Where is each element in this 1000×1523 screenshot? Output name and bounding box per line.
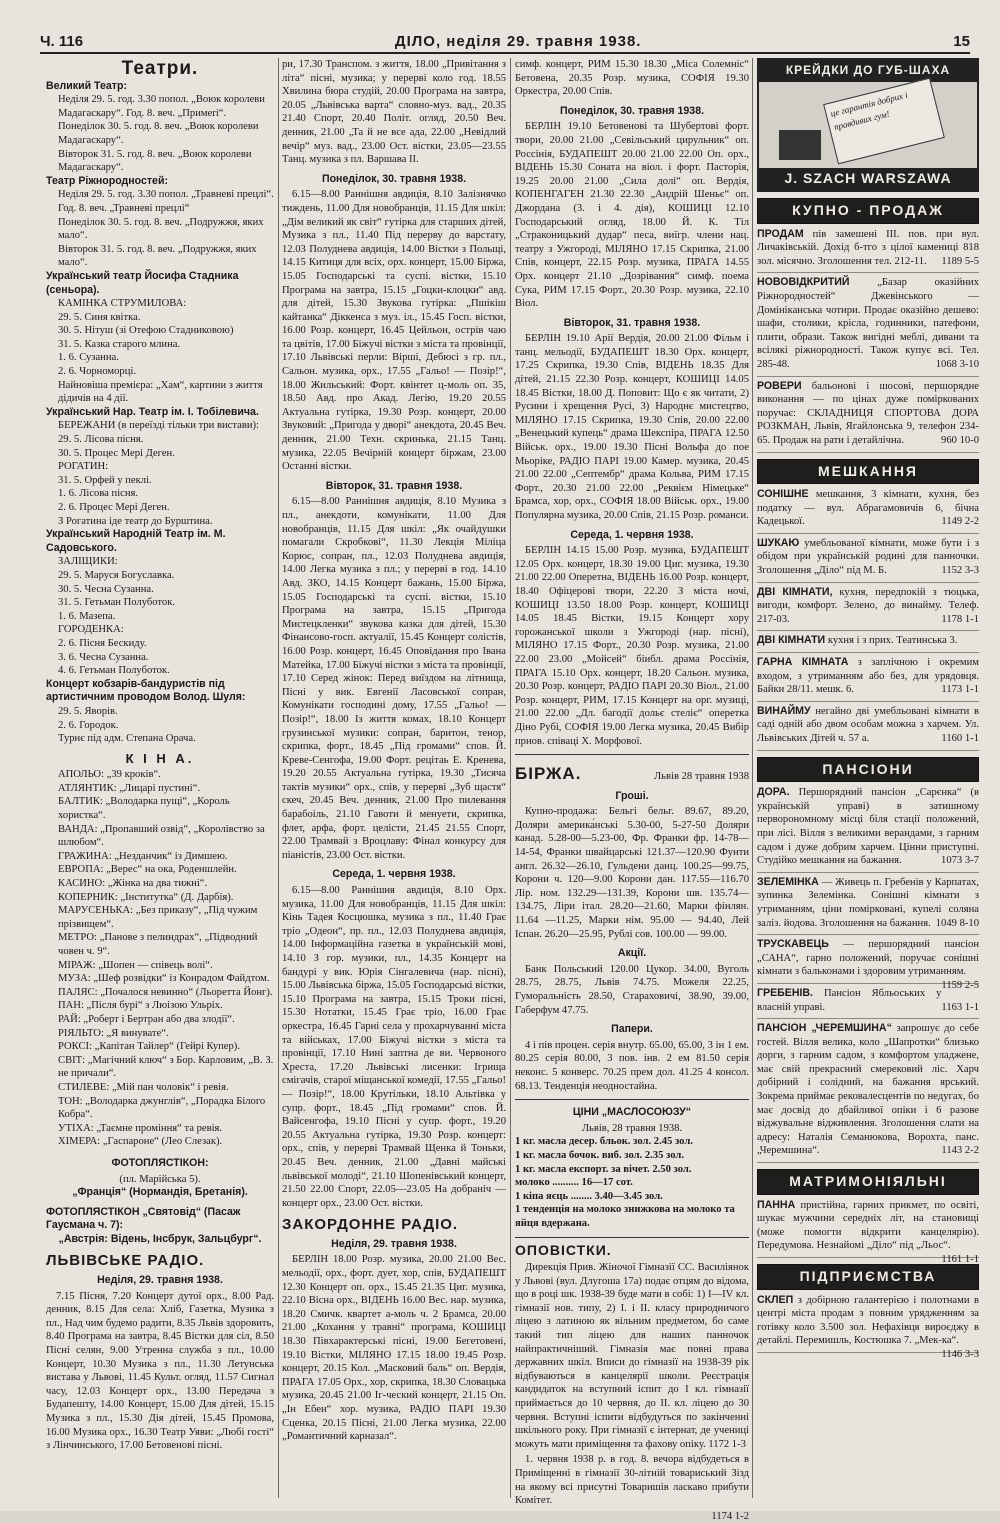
- ad-code: 1143 2-2: [941, 1145, 979, 1157]
- theatre-heading: Український Народній Театр ім. М. Садовського.: [46, 528, 226, 554]
- ad-brand: J. SZACH WARSZAWA: [759, 168, 977, 190]
- radio-sunday-continued: ри, 17.30 Транспом. з життя, 18.00 „Привітання з літа“ пісні, музика; у перерві коло год. 18.55 Хвилина бюра студій, 20.00 Програма на завтра, 20.05 „Львівська варта“ словно-муз. вад., 20.35 21.40 Спорт, 20.40 Політ. огляд, 20.50 Веч. денник, 21.00 „Та й не все ада, 22.00 „Невідлий вечір“ муз. вад., 23.00 Ост. вістки, 23.05—23.55 Танц. музика з пл. Варшава II.: [282, 59, 506, 166]
- ad-keyword: СОНІШНЕ: [757, 488, 809, 501]
- classified-heading-sale: КУПНО - ПРОДАЖ: [757, 198, 979, 224]
- lviv-radio-title: ЛЬВІВСЬКЕ РАДІО.: [46, 1252, 205, 1270]
- divider: [515, 754, 749, 755]
- ad-text: Пансіон Ябльоських у власній управі.: [757, 987, 942, 1013]
- theatre-line: Найновіша премієра: „Хам“, картини з життя дідичів на 4 дії.: [58, 379, 263, 405]
- column-classifieds: [757, 58, 979, 1508]
- page-header: [40, 22, 970, 54]
- ad-code: 960 10-0: [941, 434, 979, 446]
- column-radio: [282, 58, 506, 1508]
- ad-chalk-slogan: це гарантія добрих і правдивих гум!: [823, 78, 945, 165]
- cinema-item: МУЗА: „Шеф розвідки“ із Конрадом Файдтом.: [58, 973, 270, 985]
- classified-ad: [757, 537, 979, 583]
- cinema-item: МІРАЖ: „Шопен — співець волі“.: [58, 959, 213, 971]
- issue-number: Ч. 116: [40, 33, 84, 50]
- column-foreign-exchange: [515, 58, 749, 1522]
- ad-text: — Живець п. Гребенів у Карпатах, зупинка Зелемінка. Сонішні кімнати з утриманням, ціни помірковані, купелі соляна заліз. йодова. Зголошення на бажання.: [757, 876, 979, 929]
- foreign-radio-program: БЕРЛІН 14.15 15.00 Розр. музика, БУДАПЕШТ 12.05 Орх. концерт, 18.30 19.00 Циг. музика, 19.30 21.00 22.00 Оперетна, ВІДЕНЬ 16.00 Розр. концерт, 18.40 Офіцерові твори, 22.20 З міста ночі, КОШИЦІ 13.50 18.00 Розр. концерт, КОШИЦІ 14.05 18.45 Вістки, 19.15 Концерт хору горожанської школи з Ужгороді (нар. пісні), МІЛЯНО 17.15 Форт., 20.30 Розр. музика, 21.00 22.00 23.00 „Мойсей“ біибл. драма Россінія, ПРАГА 15.10 Орх. концерт, 18.20 Сальон. музика, 20.30 Розр. концерт, РАДІО ПАРІ 20.30 Віол., 21.00 Розр. концерт, РИМ, 17.15 Концерт на орг. музиці, 21.00 22.00 „Дл. багодії дольє стеліє“ оперетка Діно Рубі, СОФІЯ 19.00 Легка музика, 20.45 Вибір прнов. співаці Х. Морфової.: [515, 545, 749, 747]
- ad-code: 1073 3-7: [941, 855, 979, 867]
- theatre-heading: Український театр Йосифа Стадника (сеньора).: [46, 269, 239, 296]
- theatre-line: Вівторок 31. 5. год. 8. веч. „Воюк королеви Мадагаскару“.: [58, 148, 252, 174]
- classified-ad: [757, 1022, 979, 1163]
- theatre-line: ГОРОДЕНКА:: [58, 624, 124, 636]
- ad-keyword: ГРЕБЕНІВ.: [757, 986, 814, 999]
- theatre-heading: Театр Ріжнородностей:: [46, 174, 168, 187]
- theatre-line: РОГАТИН:: [58, 461, 109, 473]
- theatre-line: КАМІНКА СТРУМИЛОВА:: [58, 298, 187, 310]
- fotoplastikon-address: (пл. Марійська 5).: [119, 1173, 201, 1185]
- butter-price-line: молоко .......... 16—17 сот.: [515, 1177, 633, 1189]
- theatre-line: 1. 6. Мазепа.: [58, 610, 116, 622]
- ad-text: кухня, передпокій з тюцька, вигоди, комфорт. Зелено, до винайму. Телеф. 217-03.: [757, 586, 979, 625]
- ad-text: з добірною галантерією і полотнами в центрі міста продам з повним урядженням за готівку коло 3.500 зол. Нефахівця вироєджу в детайлі. Перемишль, Костюшка 7. „Мек-ка“.: [757, 1294, 979, 1347]
- cinema-item: ГРАЖИНА: „Незданчик“ із Димшею.: [58, 850, 228, 862]
- theatre-line: Понеділок 30. 5. год. 8. веч. „Подружжя, яких мало“.: [58, 216, 264, 242]
- ad-keyword: ПРОДАМ: [757, 227, 804, 240]
- ad-keyword: ДВІ КІМНАТИ: [757, 634, 826, 647]
- theatre-line: 2. 6. Чорноморці.: [58, 366, 136, 378]
- classified-heading-enterprises: ПІДПРИЄМСТВА: [757, 1264, 979, 1290]
- ad-keyword: ВИНАЙМУ: [757, 704, 811, 717]
- classified-ad: [757, 656, 979, 702]
- ad-text: пів замешенi ІІІ. пов. при вул. Личаківській. Дохід б-тго з цілої камениці 818 зол. місячно. Зголошення тел. 212-11.: [757, 228, 979, 267]
- foreign-radio-program: БЕРЛІН 19.10 Бетовенові та Шубертові форт. твори, 20.00 21.00 „Севільський цирульник“ оп. Россінія, БУДАПЕШТ 20.00 21.00 22.00 Оп. орх., ВІДЕНЬ 15.30 Соната на віол. і форт. Пасторія, 19.25 20.00 21.00 „Сила долі“ оп. Вердія, КОПЕНГАГЕН 21.30 22.30 „Андрій Шеньє“ оп. Джордана (3. і 4. дія), КОШИЦІ 12.10 Господарський огляд, 18.00 Й. К. Тіл „Страконицький дудар“ песа, виїгр. члени нац. театру з Ужгороді, МІЛЯНО 17.15 Скрипка, 21.00 Спів, концерт, 22.15 Розр. музика, ПРАГА 14.55 Орх. концерт 21.10 „Дозрівання“ симф. поема Сука, РИМ 17.15 Форт., 20.30 Розр. музика, 22.10 Віол.: [515, 121, 749, 310]
- housing-ads: [757, 488, 979, 751]
- theatre-line: 2. 6. Пісня Бескиду.: [58, 637, 147, 649]
- ad-text: умебльованої кімнати, може бути і з обідом при українській родині для панночки. Зголошення „Діло“ під М. Б.: [757, 537, 979, 577]
- pension-ads: [757, 786, 979, 1163]
- ad-text: мешкання, 3 кімнати, кухня, без податку — вул. Абрагамовичів 6, бічна Кадецької.: [757, 489, 979, 528]
- ad-code: 1149 2-2: [941, 516, 979, 528]
- ad-text: негайно дві умебльовані кімнати в саді одній або двом особам можна з харчем. Ул. Львівських Дітей ч. 57 а.: [757, 705, 979, 744]
- theatre-line: 1. 6. Лісова пісня.: [58, 488, 139, 500]
- divider: [515, 1099, 749, 1100]
- ad-text: з заплічною і окремим входом, з утриманням або без, для урядовця. Байки 28/11. мешк. 6.: [757, 657, 979, 696]
- classified-heading-pensions: ПАНСІОНИ: [757, 757, 979, 783]
- theatre-line: Вівторок 31. 5. год. 8. веч. „Подружжя, яких мало“.: [58, 243, 257, 269]
- classified-ad: [757, 634, 979, 653]
- ad-code: 1146 3-3: [941, 1348, 979, 1360]
- ad-text: Першорядний пансіон „Сарєнка“ (в українській управі) в затишному перворономному місці біля стації положений, при лісі. Вілля з великими верандами, з гарним садом і дуже добрим харчем. Цінни приступні. Студійко мешкання на бажання.: [757, 787, 979, 867]
- ad-code: 1189 5-5: [941, 255, 979, 267]
- sale-ads: [757, 228, 979, 453]
- foreign-day-heading: Понеділок, 30. травня 1938.: [559, 104, 705, 117]
- theatre-line: 31. 5. Казка старого млина.: [58, 338, 181, 350]
- cinema-item: МАРУСЕНЬКА: „Без приказу“, „Під чужим прізвищем“.: [58, 905, 258, 930]
- theatre-heading: Концерт кобзарів-бандуристів під артистичним проводом Волод. Шуля:: [46, 677, 246, 704]
- announcement-gymnasium: Дирекція Прив. Жіночої Гімназії СС. Василіянок у Львові (вул. Длугоша 17а) подає отцям до відома, що в році шк. 1938-39 буде мати в собі: 1) I—IV кл. гімназії нов. типу, 2) І. і ІІ. класу природничого ліцею з латиною як вільним предметом, бо саме такий тип ліцею для наших панночок найпрактичніший. Гімназія має повні права державних шкіл. Вписи до гімназії на 1938-39 рік відбуваються в канцелярії школи. Реєстрація кандидаток на вступний іспит до І кл. гімназії приймається до 10 червня, до ІІ. кл. ліцею до 30 червня. Вступні іспити відбудуться по закінченні шкільного року. При гімназії є інтернат, де учениці можуть мати приміщення та фахову опіку. 1172 1-3: [515, 1262, 749, 1450]
- classified-ad: [757, 586, 979, 632]
- column-rule: [510, 58, 511, 1498]
- classified-ad: [757, 488, 979, 534]
- exchange-title: БІРЖА.: [515, 764, 582, 784]
- ad-code: 1068 3-10: [935, 358, 979, 370]
- butter-prices: [515, 1135, 749, 1230]
- ad-keyword: ШУКАЮ: [757, 536, 800, 549]
- ad-text: — першорядний пансіон „САНА“, гарно положений, поручає сонішні кімнати з бальконами і здоровим утриманням.: [757, 939, 979, 978]
- theatre-line: БЕРЕЖАНИ (в переїзді тільки три вистави):: [58, 420, 259, 432]
- cinema-item: ЕВРОПА: „Верес“ на ока, Роденшлейн.: [58, 864, 237, 876]
- theatre-line: ЗАЛІЩИКИ:: [58, 556, 118, 568]
- cinema-item: АТЛЯНТИК: „Лицарі пустині“.: [58, 782, 201, 794]
- classified-ad: [757, 938, 979, 991]
- cinema-item: ТОН: „Володарка джунглів“, „Порадка Білого Кобра“.: [58, 1095, 266, 1121]
- ad-code: 1163 1-1: [941, 1001, 979, 1013]
- cinema-item: БАЛТИК: „Володарка пущі“, „Король хористка“.: [58, 796, 230, 822]
- radio-program: 6.15—8.00 Раннішня авдиція, 8.10 Залізнячко тиждень, 11.00 Для новобранців, 11.15 Для шкіл: „Дім великий як світ“ гутірка для старших дітей, Музика з пл., 11.40 Під перерву до варстату, 12.03 Полуднева авдиція, 14.00 Вістки з Польщі, 14.15 Китиця для всіх, орх. концерт, 15.00 Біржа, 15.05 Господарські та суспі. вістки, 15.10 Програма на завтра, 15.15 „Гоцки-клоцки“ авд. для дітей, 15.30 Звукова гутірка: „Пшікіш кайтанка“ Діккенса з муз. іл., 15.45 Госп. вістки, 16.00 Розр. концерт, 16.45 Цейльон, острів чаю та цвітів, 17.00 Біжучі вістки з міста та провінції, 17.10 Львівські перли: Вірші, Дебюсі з гр. пл., Сальон. музика, орх., 17.55 „Гальо! — Позір!“, 18.00 Жильський: Форт. квінтет ц-моль оп. 35, 18.50 Авд. про Акад. Легію, 19.20 20.55 Актуальна гутірка, 19.30 Розр. концерт, 20.00 Звуковий: „Пригода у дворі“ анекдота, 20.45 Веч. денник, 21.00 Техн. скринька, 21.15 Танц. музика, 22.05 Вечірній концерт біржам, 23.00 Останні вістки.: [282, 189, 506, 473]
- cinema-item: РАЙ: „Роберт і Бертран або два злодії“.: [58, 1013, 235, 1025]
- theatre-line: 29. 5. Яворів.: [58, 705, 118, 717]
- butter-prices-date: Львів, 28 травня 1938.: [581, 1122, 683, 1134]
- classified-ad: [757, 876, 979, 935]
- butter-price-line: 1 кг. масла десер. бльок. зол. 2.45 зол.: [515, 1136, 693, 1148]
- foreign-day-heading: Неділя, 29. травня 1938.: [331, 1237, 457, 1250]
- theatre-line: 31. 5. Орфей у пеклі.: [58, 474, 152, 486]
- theatre-line: Понеділок 30. 5. год. 8. веч. „Воюк королеви Мадагаскару“.: [58, 121, 259, 146]
- chalk-box-icon: [779, 130, 821, 160]
- butter-price-line: 1 кіпа яєць ........ 3.40—3.45 зол.: [515, 1190, 663, 1202]
- theatre-line: 30. 5. Чесна Сузанна.: [58, 583, 154, 595]
- foreign-day-heading: Середа, 1. червня 1938.: [570, 528, 694, 541]
- ad-code: 1161 1-1: [941, 1254, 979, 1265]
- column-theatres: [46, 58, 274, 1508]
- column-rule: [752, 58, 753, 1498]
- cinema-item: ПАН: „Після бурі“ з Люізою Ульріх.: [58, 1000, 223, 1012]
- theatre-line: 31. 5. Гетьман Полуботок.: [58, 597, 175, 609]
- shares-rates: Банк Польський 120.00 Цукор. 34.00, Вуголь 28.75, 28.75, Львів 74.75. Можеля 22.25, Гуморальність 28.50, Стараховичі, 38.90, 39.00, Габерфум 47.75.: [515, 963, 749, 1016]
- bonds-rates: 4 і пів процен. серія внутр. 65.00, 65.00, 3 ін 1 ем. 80.25 серія 80.00, 3 пов. інв. 2 ем 81.50 серія неконс. 5 конверс. 70.25 прем дол. 41.25 4 консол. 68.13. Тенденція неодностайна.: [515, 1039, 749, 1092]
- butter-prices-title: ЦІНИ „МАСЛОСОЮЗУ“: [572, 1106, 692, 1119]
- theatre-listings: [46, 80, 274, 746]
- classified-ad: [757, 705, 979, 751]
- theatre-line: 30. 5. Процес Мері Деген.: [58, 447, 175, 459]
- theatre-heading: Великий Театр:: [46, 79, 127, 92]
- theatre-line: З Рогатина іде театр до Бурштина.: [58, 515, 213, 527]
- cinema-listings: [46, 768, 274, 1149]
- ad-code: 1160 1-1: [941, 733, 979, 744]
- announcement-meeting: 1. червня 1938 р. в год. 8. вечора відбудеться в Приміщенні в гімназії 30-літній товариський Зізд на якому всі присутні Товаришів ласкаво прибути Комітет.: [515, 1454, 749, 1507]
- ad-text: кухня і з прих. Театинська 3.: [825, 635, 958, 647]
- exchange-date: Львів 28 травня 1938: [654, 771, 749, 783]
- classified-ad: [757, 1293, 979, 1360]
- foreign-radio-program: БЕРЛІН 19.10 Арії Вердія, 20.00 21.00 Фільм і танц. мельодії, БУДАПЕШТ 18.30 Орх. концерт, 17.25 Скрипка, 19.30 Спів, ВІДЕНЬ 18.35 Для дітей, 21.15 22.30 Розр. концерт, КОШИЦІ 14.05 18.45 Вістки, 18.00 Д. Поповит: Що є як читати, 2) Русини і хрещення Русі, 3) Народнє мистецтво, МІЛЯНО 17.15 Скрипка, 19.30 Спів, 20.00 22.00 „Венецький купець“ драма Шекспіра, ПРАГА 12.50 Військ. орх., 19.00 19.30 Пісні Вольфа до пое Мьоріке, РАДІО ПАРІ 19.00 Камер. музика, 20.45 21.00 22.00 „Септембр“ драма Кольва, РИМ 17.15 Форт., 20.30 21.00 22.00 „Реквієм Німецьке“ Брамса, хор, орх., СОФІЯ 18.00 Військ. орх., 19.00 Популярна музика, 20.00 Спів, 21.15 Розр. романси.: [515, 333, 749, 521]
- announcement-code: 1174 1-2: [711, 1510, 749, 1522]
- theatre-line: 29. 5. Синя квітка.: [58, 311, 141, 323]
- fotoplastikon-title: ФОТОПЛЯСТІКОН:: [111, 1156, 209, 1169]
- fotoplastikon-show: „Франція“ (Нормандія, Бретанія).: [72, 1186, 248, 1199]
- classified-ad: [757, 380, 979, 453]
- cinema-item: ХІМЕРА: „Гаспароне“ (Лео Слезак).: [58, 1136, 223, 1148]
- ad-keyword: ТРУСКАВЕЦЬ: [757, 938, 829, 951]
- cinema-item: КОПЕРНИК: „Інститутка“ (Д. Дарбія).: [58, 891, 234, 903]
- classified-heading-matrimonial: МАТРИМОНІЯЛЬНІ: [757, 1169, 979, 1195]
- foreign-day-heading: Вівторок, 31. травня 1938.: [563, 316, 701, 329]
- radio-program: 6.15—8.00 Раннішня авдиція, 8.10 Музика з пл., анекдоти, комунікати, 11.00 Для новобранців, 11.15 Для шкіл: „Як очайдушки помагали Скробкові“, 11.30 Лекція Міліца Корюс, сопран, пл., 12.03 Полуднева авдиція, 14.00 Легка музика з пл.; у перерві в год. 14.10 Авд. ЗКО, 14.15 Концерт бажань, 15.00 Біржа, 15.05 Господарські та суспі. вістки, 15.10 Програма на завтра, 15.15 „Пригода Мистецкленки“ звукова казка для дітей, 15.30 Фінансово-госп. актуалії, 15.45 Концерт солістів, 16.00 Розр. концерт, 16.45 Оповідання про Івана Матейка, 17.00 Біжучі вістки з міста та провінції, 17.10 Серед жінок: Перед виїздом на літнища, Пісні у вик. Евгенії Ласовської сопран, Комунікати господині дому, 17.55 „Гальо! — Позір!“, 18.00 Із життя комах, 18.10 Концерт грузинської музики: сопран, баритон, тенор, скрипка, форт., 18.45 „Під громами“ спов. Й. Креве-Сенгофа, 19.00 Форт. рецітаь Е. Кренева, 19.20 20.55 Актуальна гутірка, 19.30 „Тисяча тактів музики“ орх., спів, у перерві „Зуб щастя“ скеч, 20.45 Веч. денник, 21.00 Про пилевання барабоіль, 21.10 Гавоти й менуети, скрипка, флет, арфа, форт. целісти, 21.45 21.55 Спорт, 22.00 Трамвай з Вроцлаву: Фінал конкурсу для піаністів, 23.00 Ост. вістки.: [282, 496, 506, 861]
- theatre-line: 29. 5. Маруся Богуславка.: [58, 569, 175, 581]
- radio-day-heading: Понеділок, 30. травня 1938.: [321, 172, 467, 185]
- ad-text: запрошує до себе гостей. Вілля велика, коло „Шапротки“ близько дорги, з гарним садом, з комфортом уладжене, має свій прекрасний смерековий ліс. Харч добірний і солідний, на бажання ярський. Зокрема приймає рековалесцентів по недугах, бо має досвід до дбайливої опіки і 6 разове віджувальне відживлення. Зголошення слати на адресу: Наталія Семанюкова, Ворохта, панс. „Черемшина“.: [757, 1023, 979, 1157]
- currency-rates: Купно-продажа: Бельгі бельг. 89.67, 89.20, Доляри америка́нські 5.30-00, 5-27-50 Доляри канад. 5.28-00—5.23-00, Фр. Франки фр. 14-78—14-54, Франки швайцарські 121.37—120.90 Фунти англ. 26.32—26.10, Гульдени данц. 100.25—99.75, Корони ч. 120—9.00 Корони дан. 117.55—116.70 Лір. ном. 132.29—131.39, Корони шв. 135.74—134.75, Ліри італ. 28.20—21.60, Марки фінлян. 11.64 —11.25, Марки нім. 95.00 — 94.40, Лей Іспан. 26.20—25.95, Рублі сов. 100.00 — 99.00.: [515, 806, 749, 940]
- ad-keyword: РОВЕРИ: [757, 379, 802, 392]
- masthead-date: ДІЛО, неділя 29. травня 1938.: [394, 33, 642, 50]
- theatre-line: 2. 6. Процес Мері Деген.: [58, 502, 170, 513]
- theatre-line: 30. 5. Нітуш (зі Отефою Стадниковою): [58, 325, 234, 337]
- ad-keyword: ДОРА.: [757, 786, 790, 799]
- theatre-line: 3. 6. Чесна Сузанна.: [58, 651, 149, 663]
- cinema-item: СВІТ: „Магічний ключ“ з Бор. Карловим, „В. З. не причали“.: [58, 1054, 274, 1080]
- radio-day-heading: Середа, 1. червня 1938.: [332, 868, 456, 881]
- theatre-line: 2. 6. Городок.: [58, 719, 119, 731]
- foreign-radio-days: [515, 105, 749, 748]
- radio-days: [282, 173, 506, 1211]
- cinemas-title: К І Н А.: [125, 750, 195, 766]
- cinema-item: ПАЛЯС: „Почалося невинно“ (Льоретта Йонг).: [58, 986, 273, 998]
- column-rule: [278, 58, 279, 1498]
- theatre-line: 1. 6. Сузанна.: [58, 352, 119, 364]
- cinema-item: АПОЛЬО: „39 кроків“.: [58, 769, 161, 781]
- cinema-item: РОКСІ: „Капітан Тайлер“ (Гейрі Купер).: [58, 1041, 240, 1053]
- classified-ad: [757, 276, 979, 376]
- ad-keyword: ПАННА: [757, 1198, 796, 1211]
- cinema-item: МЕТРО: „Панове з пелиндрах“, „Підводний човен ч. 9“.: [58, 932, 258, 957]
- cinema-item: УТІХА: „Таємне проміння“ та ревія.: [58, 1122, 223, 1134]
- radio-day-heading: Неділя, 29. травня 1938.: [97, 1274, 223, 1287]
- butter-price-line: 1 кг. масла експорт. за вічет. 2.50 зол.: [515, 1163, 692, 1175]
- ad-text: „Базар оказійних Ріжнородностей“ Джевінського — Домініканська чотири. Продає оказійно дешево: шафи, столики, крісла, годинники, патефони, плити, образи. Також вигідні меблі, дивани та всілякі ріжнородності. Також купує всі. Тел. 285-48.: [757, 277, 979, 370]
- ad-text: бальонові і шосові, першорядне виконання — по цінах дуже помірковaних поручає: СКЛАДНИЦЯ СПОРТОВА ДОРА РОЗКМАН, Львів, Ягайлонська 9, телефон 234-65. Продаж на рати і детайлічна.: [757, 380, 979, 446]
- page-number: 15: [953, 33, 970, 50]
- foreign-radio-title: ЗАКОРДОННЕ РАДІО.: [282, 1216, 459, 1234]
- shares-title: Акції.: [617, 947, 647, 960]
- ad-code: 1049 8-10: [935, 917, 979, 929]
- ad-keyword: ДВІ КІМНАТИ,: [757, 585, 833, 598]
- ad-keyword: ГАРНА КІМНАТА: [757, 656, 849, 669]
- theatre-line: Неділя 29. 5. год. 3.30 попол. „Воюк королеви Мадагаскару“. Год. 8. веч. „Примеri“.: [58, 94, 265, 119]
- matrimonial-ads: [757, 1198, 979, 1265]
- announcements-title: ОПОВІСТКИ.: [515, 1241, 612, 1258]
- cinema-item: ВАНДА: „Пропавший озвід“, „Королівство за шлюбом“.: [58, 823, 265, 849]
- ad-code: 1159 2-5: [941, 979, 979, 991]
- ad-banner-top: КРЕЙДКИ ДО ГУБ-ШАХА: [759, 60, 977, 82]
- radio-program: 7.15 Пісня, 7.20 Концерт дутої орх., 8.00 Рад. денник, 8.15 Для села: Хліб, Газетка, Музика з пл., Над чим будемо радити, 8.35 Львів здоровить, 8.40 Програма на завтра, 8.45 Вістки для сіл, 8.50 Пісні селян, 9.00 Утренна служба з пл., 10.00 Концерт, 10.30 Музика з пл., 11.30 Летунська вистава у Львові, 11.45 Культ. огляд, 11.57 Сигнал часу, 12.03 Концерт орх., 13.00 Передача з Будапешту, 14.00 Концерт, 15.00 Для дітей, 15.15 Музика з пл., 15.30 Дія дітей, 15.45 Промова, 16.00 Музика орх., 16.30 Театр Уяви: „Любі гості“ з Лінчинського, 17.00 Бетовенові пісні.: [46, 1290, 274, 1452]
- enterprise-ads: [757, 1293, 979, 1360]
- cinema-item: РІЯЛЬТО: „Я винувате“.: [58, 1027, 169, 1039]
- ad-code: 1178 1-1: [941, 613, 979, 625]
- chalk-advertisement: [757, 58, 979, 192]
- radio-program: 6.15—8.00 Раннішня авдиція, 8.10 Орх. музика, 11.00 Для новобранців, 11.15 Для шкіл: Кінь Тадея Косцюшка, музика з пл., 11.40 Грає тріо „Одеон“, пр. пл., 12.03 Полуднева авдиція, 14.00 Інформаційна газетка в українській мові, 14.10 З гор. музики, пл., 14.35 Концерт на бандурі у вик. Юрія Сінгалевича (нар. пісні), 15.00 Львівська біржа, 15.05 Господарські вістки, 15.10 Програма на завтра, 15.15 Троки пісні, 15.30 Нотатки, 15.45 Грає тріо, 16.00 Грає оркестра, 16.45 Гарні села у прохарчуванні міста та військах, 17.00 Біжучі вістки з міста та провінції, 17.10 Нині заптна де ви. Червоного Хреста, 17.20 Львівські лисенки: Ігрища смігачів, старої міщанської комедії, 17.55 „Гальо! — Позір!“, 18.00 Крутільки, 18.10 Альтівка у супр. форт., 18.45 „Під громами“ спов. Й. Вайсенгофа, 19.10 Пісні у супр. форт., 19.20 20.55 Актуальна гутірка, 19.30 Розр. концерт: орх., спів, у перерві Трамвай Щенка й Тоньки, 20.45 Веч. денник, 21.00 „Давні майські львівської молоді“, 21.10 Шопенівський концерт, 21.50 22.00 Спорт, 22.05—23.05 На добраніч — концерт орх., 23.00 Ост. вістки.: [282, 885, 506, 1209]
- foreign-sunday-continued: симф. концерт, РИМ 15.30 18.30 „Міса Солемніс“ Бетовена, 20.35 Розр. музика, СОФІЯ 19.30 Оркестра, 20.00 Спів.: [515, 59, 749, 98]
- theatre-line: 29. 5. Лісова пісня.: [58, 434, 144, 446]
- butter-price-line: 1 кг. масла бочок. виб. зол. 2.35 зол.: [515, 1149, 684, 1161]
- radio-day-heading: Вівторок, 31. травня 1938.: [325, 479, 463, 492]
- classified-ad: [757, 786, 979, 873]
- fotoplastikon2-show: „Австрія: Відень, Інсбрук, Зальцбург“.: [58, 1232, 262, 1245]
- classified-heading-housing: МЕШКАННЯ: [757, 459, 979, 485]
- exchange-heading: [515, 761, 749, 784]
- ad-code: 1173 1-1: [941, 684, 979, 696]
- theatre-line: 4. 6. Гетьман Полуботок.: [58, 665, 170, 677]
- classified-ad: [757, 228, 979, 274]
- currency-title: Гроші.: [615, 789, 649, 802]
- divider: [515, 1237, 749, 1238]
- foreign-radio-program: БЕРЛІН 18.00 Розр. музика, 20.00 21.00 Вес. мельодії, орх., форт. дует, хор, спів, БУДАПЕШТ 12.30 Концерт оп. орх., 15.45 21.35 Циг. музика, 22.10 Вісна орх., ВІДЕНЬ 16.00 Вес. нар. музика, 18.20 Смичк. квартет а-моль ч. 2 Брамса, 20.00 21.00 „Кохання у травні“ програма, КОШИЦІ 18.30 Півхарактерські пісні, 19.00 Бегетовені, 19.10 Вістки, МІЛЯНО 17.15 18.00 19.45 Розр. концерт, 20.15 Кол. „Масковий баль“ оп. Вердія, ПРАГА 17.05 Орх., хор, скрипка, 18.30 Словацька музика, 20.45 21.00 Іг-ческий концерт, 21.15 Оп. „Ін Ебен“ хор. музика, РАДІО ПАРІ 19.30 Сценка, 20.15 Пісні, 21.00 Легка музика, 22.00 „Романтичний карназал“.: [282, 1254, 506, 1443]
- ad-keyword: ЗЕЛЕМІНКА: [757, 875, 819, 888]
- ad-keyword: НОВОВІДКРИТИЙ: [757, 276, 850, 289]
- cinema-item: КАСИНО: „Жінка на два тижні“.: [58, 878, 208, 890]
- theatres-title: Театри.: [121, 58, 199, 79]
- theatre-heading: Український Нар. Театр ім. І. Тобілевича.: [46, 405, 259, 418]
- classified-ad: [757, 1198, 979, 1265]
- ad-keyword: СКЛЕП: [757, 1293, 794, 1306]
- fotoplastikon2-title: ФОТОПЛЯСТІКОН „Святовід“ (Пасаж Гаусмана ч. 7):: [46, 1205, 241, 1232]
- ad-text: пристійна, гарних прикмет, по освіті, шукає мужчини середніх літ, на становищі (може помогти відкрити канцелярію). Передумова. Незнайомі „Діло“ під „Льос“.: [757, 1199, 979, 1252]
- cinema-item: СТИЛЕВЕ: „Мій пан чоловік“ і ревія.: [58, 1081, 229, 1093]
- bonds-title: Папери.: [611, 1023, 653, 1036]
- theatre-line: Неділя 29. 5. год. 3.30 попол. „Травневі пpeцлi“. Год. 8. веч. „Травневі пpeцлi“: [58, 189, 274, 214]
- ad-code: 1152 3-3: [941, 565, 979, 577]
- butter-price-line: 1 тенденція на молоко знижкова на молоко та яйця вдержана.: [515, 1204, 735, 1229]
- theatre-line: Турнє під адм. Степана Орача.: [58, 733, 196, 745]
- ad-keyword: ПАНСІОН „ЧЕРЕМШИНА“: [757, 1022, 892, 1035]
